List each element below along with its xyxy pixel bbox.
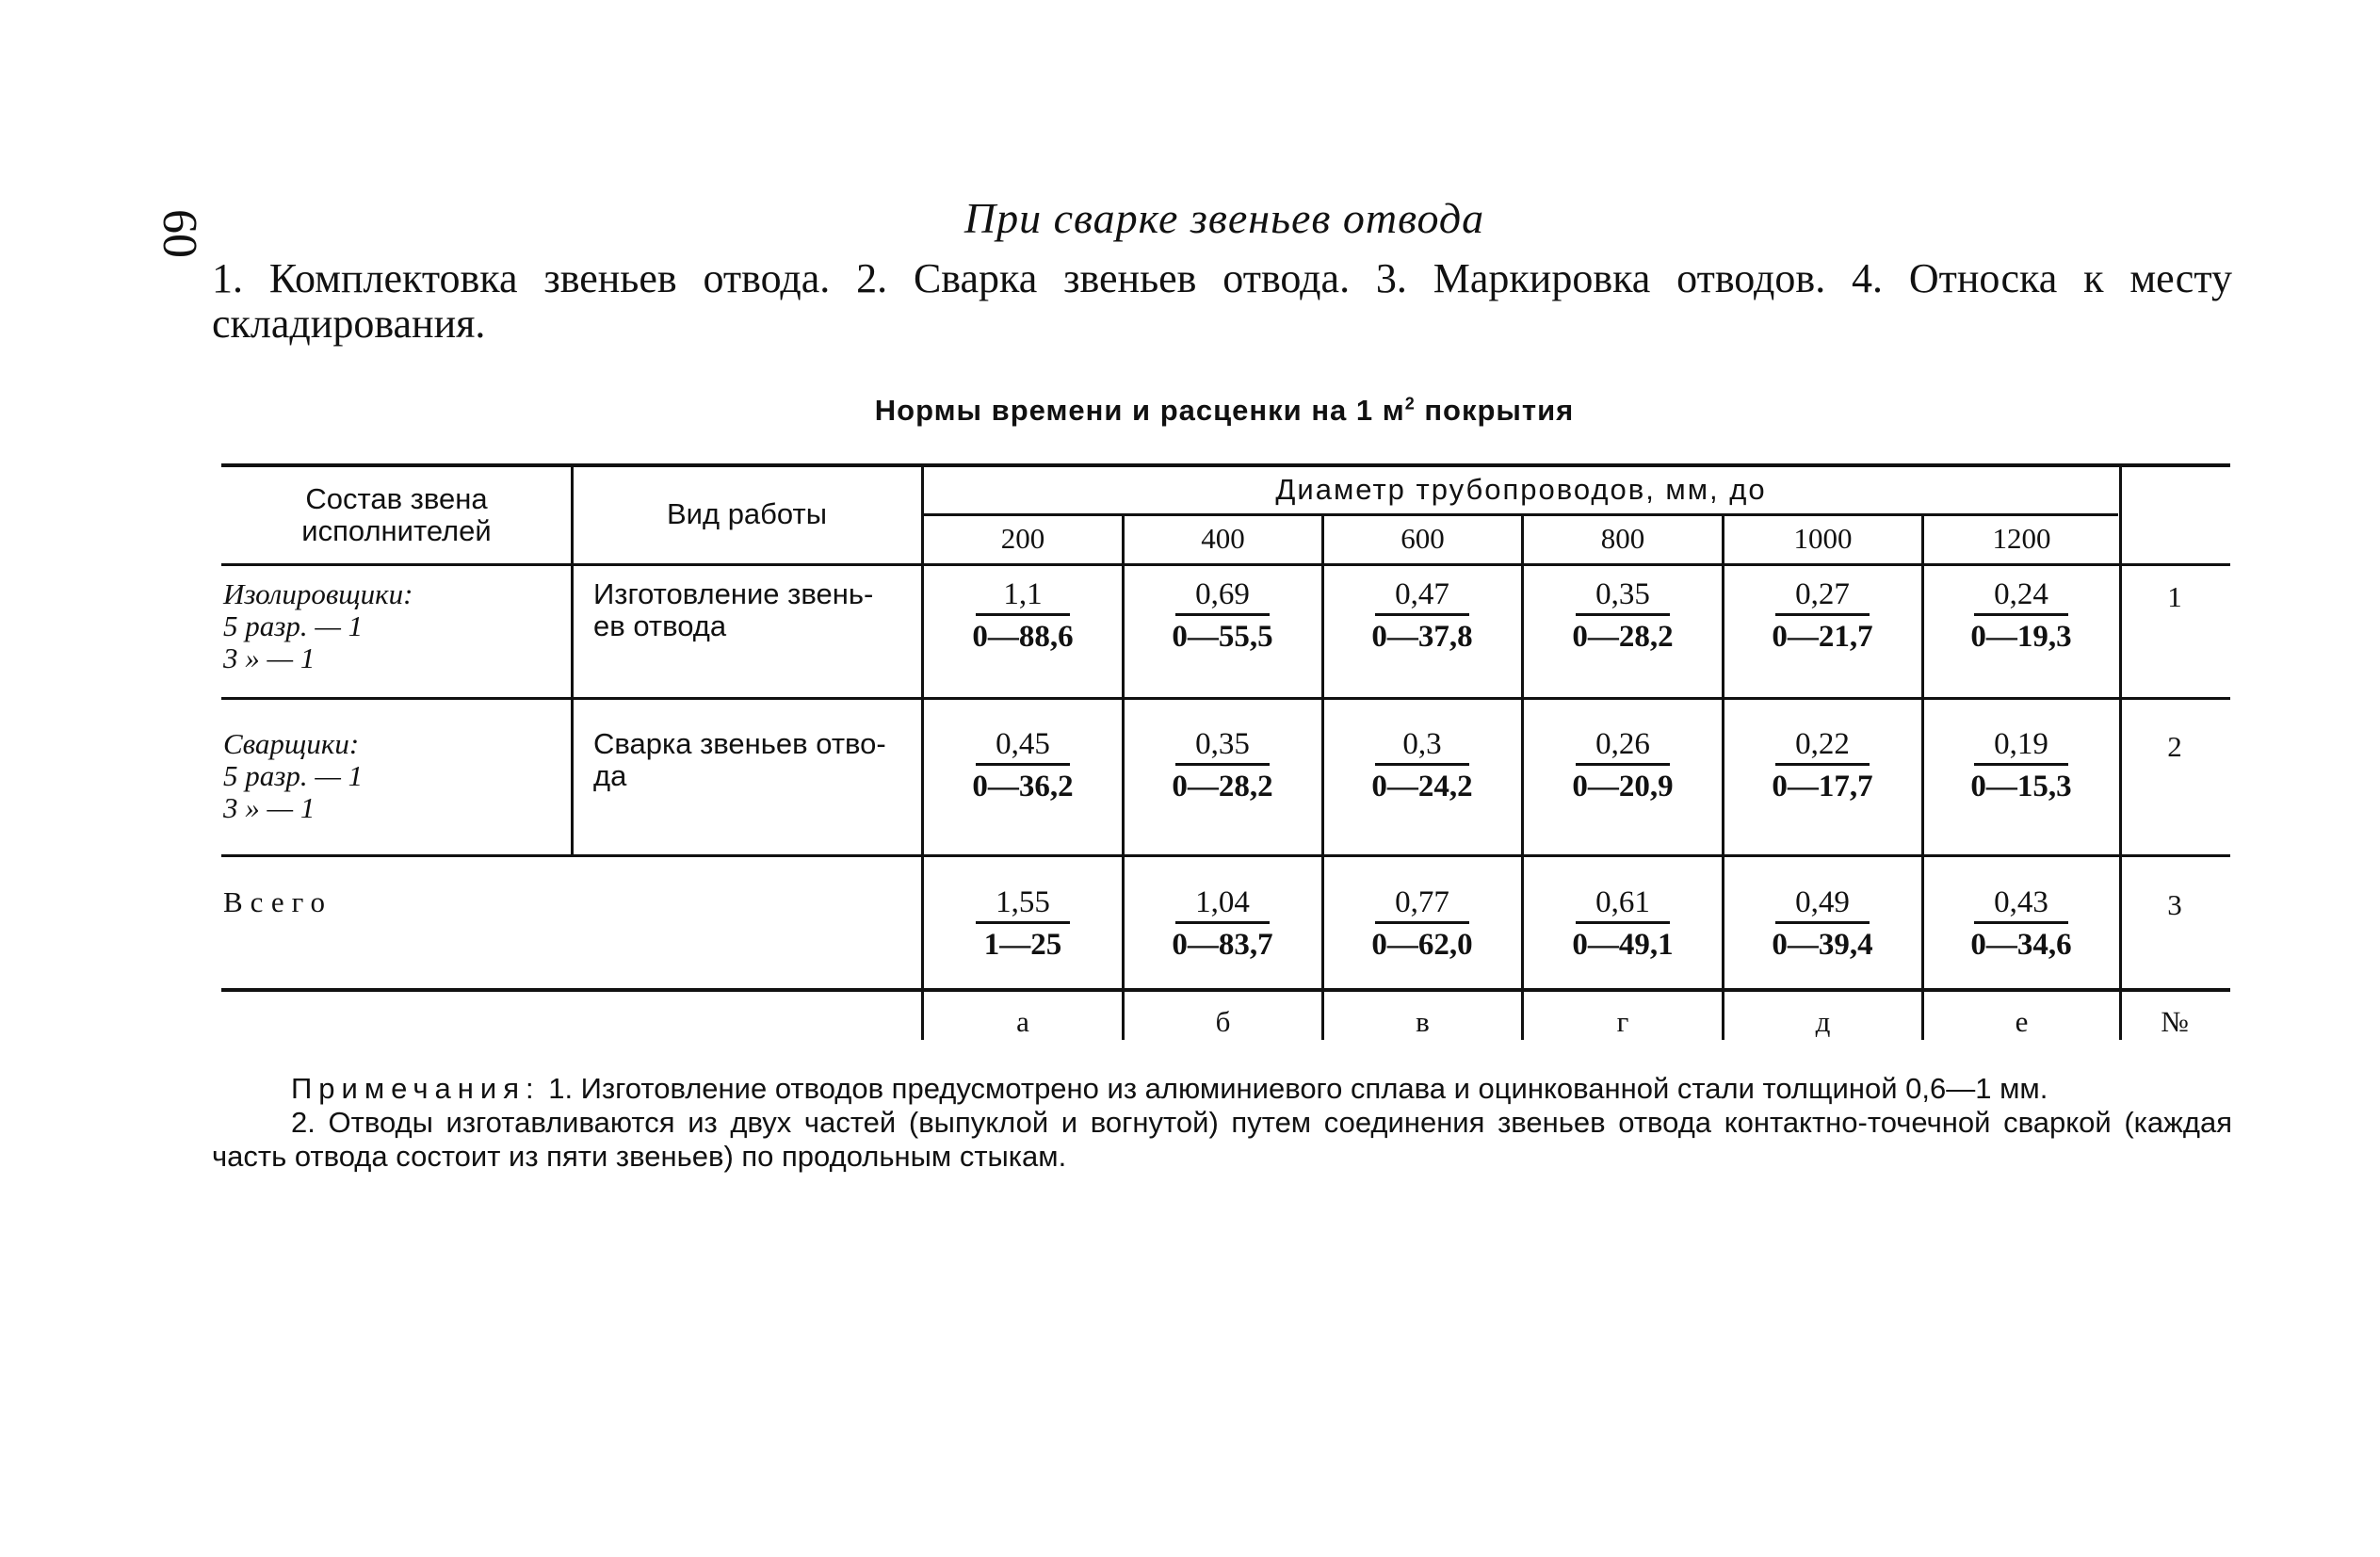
note-2: 2. Отводы изготавливаются из двух частей (выпуклой и вогнутой) путем соединения звеньев отвода контактно-точечной сваркой (каждая часть отвода состоит из пяти звеньев) по продольным стыкам. [212,1106,2232,1173]
caption-end: покрытия [1415,394,1575,427]
fraction-bar [1576,763,1670,766]
header-diameter-200: 200 [1000,522,1045,555]
row1-value-600 [1337,577,1507,654]
col-600-800-divider [1521,513,1524,1040]
row2-bottom-rule [221,854,2230,857]
row2-work-line2: да [593,759,627,792]
norm: 0,47 [1395,577,1449,611]
column-letter-a: а [1016,1005,1029,1038]
header-diameter-1000: 1000 [1793,522,1853,555]
norm: 0,43 [1994,885,2048,919]
notes-label: Примечания: [291,1072,541,1105]
column-letter-e: е [2015,1005,2029,1038]
row2-crew-rank5: 5 разр. — 1 [223,759,364,792]
row2-crew-rank3: 3 » — 1 [223,791,316,824]
header-bottom-rule [221,563,2230,566]
row1-value-1200 [1936,577,2106,654]
price: 0—24,2 [1371,770,1473,803]
fraction-bar [976,921,1070,924]
row3-value-400 [1138,885,1307,962]
header-diameter-400: 400 [1201,522,1245,555]
row3-value-600 [1337,885,1507,962]
row2-value-200 [938,727,1108,803]
header-diameter: Диаметр трубопроводов, мм, до [1275,473,1767,506]
norm: 0,35 [1595,577,1650,611]
row1-value-1000 [1738,577,1907,654]
fraction-bar [1775,613,1870,616]
fraction-bar [1175,763,1270,766]
norm: 0,49 [1795,885,1850,919]
fraction-bar [1576,921,1670,924]
row1-value-400 [1138,577,1307,654]
norm: 0,19 [1994,727,2048,761]
norm: 0,45 [996,727,1050,761]
fraction-bar [1175,921,1270,924]
table-caption [848,394,1601,428]
fraction-bar [1175,613,1270,616]
table-bottom-rule [221,988,2230,992]
row2-crew [223,728,568,824]
crew-column-divider [571,463,574,856]
price: 0—49,1 [1572,928,1674,962]
row1-number: 1 [2167,580,2182,613]
norm: 0,27 [1795,577,1850,611]
table-top-rule [221,463,2230,467]
note-1-text: 1. Изготовление отводов предусмотрено из алюминиевого сплава и оцинкованной стали толщиной 0,6—1 мм. [540,1072,2048,1105]
col-400-600-divider [1321,513,1324,1040]
row2-value-800 [1538,727,1708,803]
section-title: При сварке звеньев отвода [963,194,1485,242]
header-work-type: Вид работы [667,497,827,530]
norm: 0,69 [1195,577,1250,611]
column-letter-b: б [1215,1005,1231,1038]
row1-work [593,578,919,642]
column-letter-v: в [1416,1005,1430,1038]
row2-value-1200 [1936,727,2106,803]
row1-value-200 [938,577,1108,654]
price: 0—37,8 [1371,620,1473,654]
row1-bottom-rule [221,697,2230,700]
caption-text: Нормы времени и расценки на 1 м [874,394,1405,427]
price: 0—28,2 [1572,620,1674,654]
diameter-header-rule [922,513,2118,516]
row1-work-line2: ев отвода [593,609,727,642]
fraction-bar [1375,613,1469,616]
caption-superscript: 2 [1404,394,1416,414]
fraction-bar [1775,921,1870,924]
note-1 [212,1072,2232,1106]
price: 0—20,9 [1572,770,1674,803]
norm: 0,35 [1195,727,1250,761]
norm: 0,77 [1395,885,1449,919]
row3-value-1200 [1936,885,2106,962]
row2-value-1000 [1738,727,1907,803]
header-crew-line2: исполнителей [301,514,492,547]
row1-crew-title: Изолировщики: [223,577,413,610]
norm: 0,61 [1595,885,1650,919]
row2-crew-title: Сварщики: [223,727,360,760]
col-800-1000-divider [1722,513,1724,1040]
norm: 1,55 [996,885,1050,919]
price: 0—28,2 [1172,770,1273,803]
norm: 0,22 [1795,727,1850,761]
row3-value-200 [938,885,1108,962]
price: 0—39,4 [1772,928,1873,962]
header-crew [224,483,569,547]
row3-number: 3 [2167,888,2182,921]
row2-number: 2 [2167,730,2182,763]
price: 0—83,7 [1172,928,1273,962]
row2-work [593,728,919,792]
notes [212,1072,2232,1174]
row1-value-800 [1538,577,1708,654]
col-200-400-divider [1122,513,1125,1040]
row1-crew-rank3: 3 » — 1 [223,641,316,674]
fraction-bar [1974,613,2068,616]
price: 0—62,0 [1371,928,1473,962]
fraction-bar [1375,921,1469,924]
row3-value-1000 [1738,885,1907,962]
column-letter-d: д [1815,1005,1831,1038]
fraction-bar [1775,763,1870,766]
row1-crew [223,578,568,674]
number-column-label: № [2161,1005,2189,1038]
fraction-bar [1974,921,2068,924]
header-diameter-800: 800 [1600,522,1645,555]
row1-crew-rank5: 5 разр. — 1 [223,609,364,642]
header-diameter-1200: 1200 [1992,522,2051,555]
number-column-divider [2119,463,2122,1040]
norm: 0,3 [1402,727,1442,761]
fraction-bar [976,613,1070,616]
norm: 1,04 [1195,885,1250,919]
norm: 0,26 [1595,727,1650,761]
col-1000-1200-divider [1921,513,1924,1040]
page-number: 60 [153,209,206,258]
fraction-bar [976,763,1070,766]
header-crew-line1: Состав звена [305,482,488,515]
price: 0—15,3 [1970,770,2072,803]
norm: 0,24 [1994,577,2048,611]
price: 0—36,2 [972,770,1074,803]
fraction-bar [1974,763,2068,766]
price: 0—19,3 [1970,620,2072,654]
intro-paragraph: 1. Комплектовка звеньев отвода. 2. Сварка звеньев отвода. 3. Маркировка отводов. 4. Относка к месту складирования. [212,255,2232,347]
price: 0—55,5 [1172,620,1273,654]
column-letter-g: г [1616,1005,1629,1038]
header-diameter-600: 600 [1400,522,1445,555]
price: 0—88,6 [972,620,1074,654]
price: 0—17,7 [1772,770,1873,803]
row3-value-800 [1538,885,1708,962]
fraction-bar [1576,613,1670,616]
price: 0—34,6 [1970,928,2072,962]
price: 0—21,7 [1772,620,1873,654]
row2-value-600 [1337,727,1507,803]
row2-value-400 [1138,727,1307,803]
row3-total-label: Всего [223,885,333,918]
fraction-bar [1375,763,1469,766]
row1-work-line1: Изготовление звень- [593,577,874,610]
price: 1—25 [983,928,1062,962]
row2-work-line1: Сварка звеньев отво- [593,727,886,760]
norm: 1,1 [1003,577,1043,611]
